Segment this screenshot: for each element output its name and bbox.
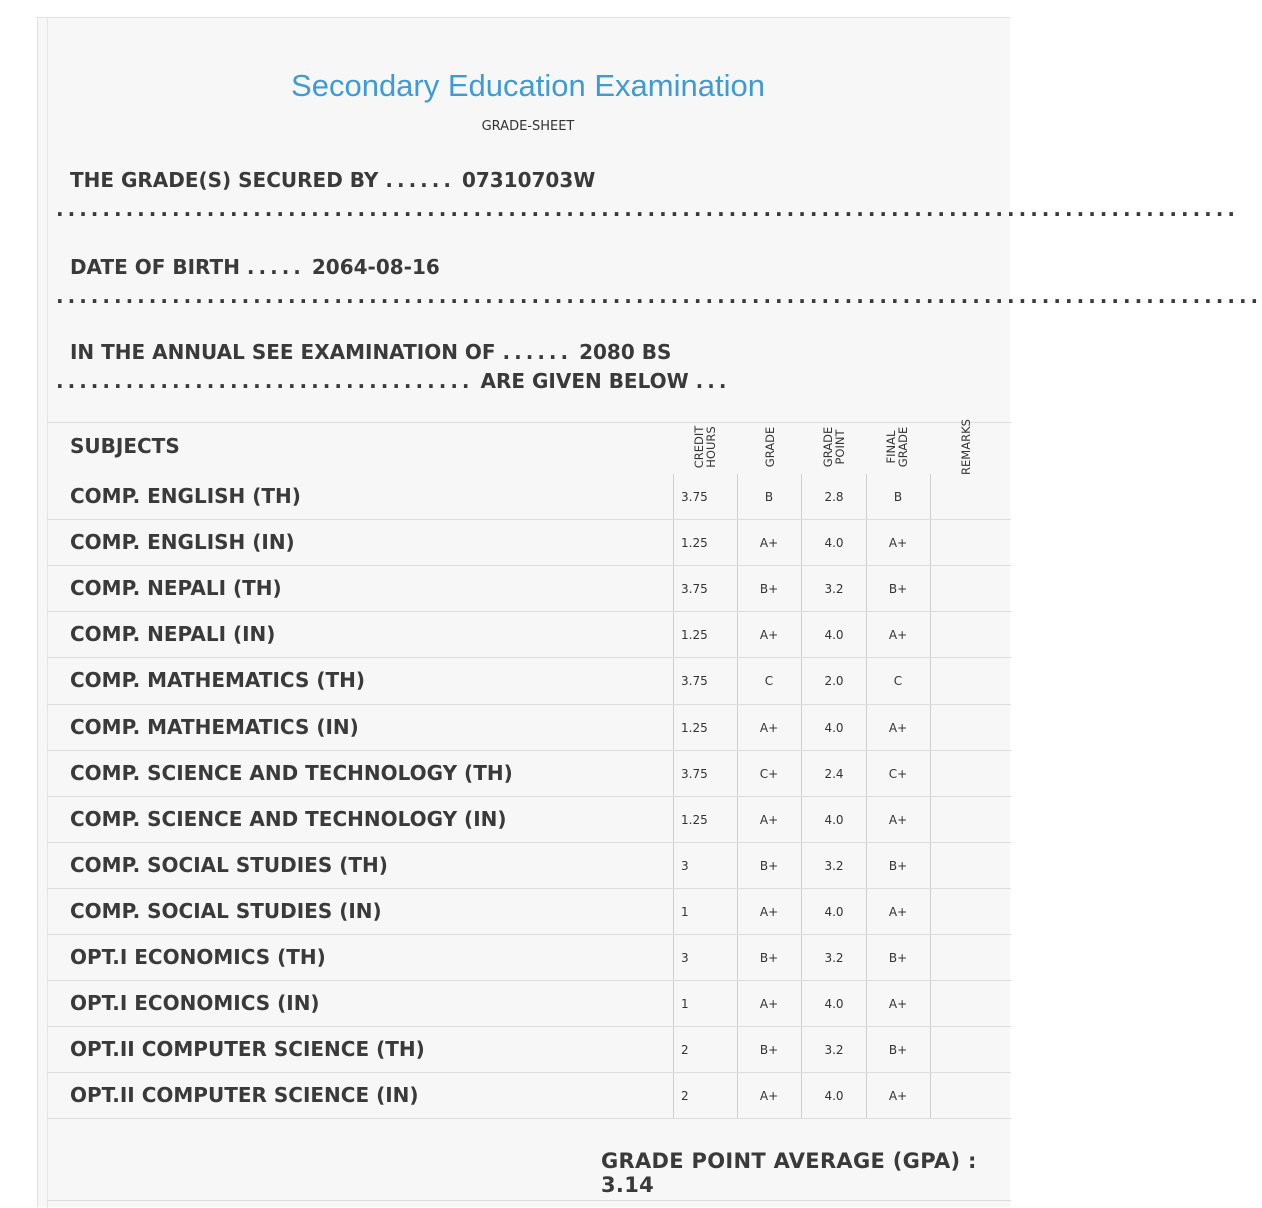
final-grade-cell: B+: [888, 951, 908, 965]
exam-label: IN THE ANNUAL SEE EXAMINATION OF: [69, 340, 496, 364]
grade-point-cell: 3.2: [824, 1043, 844, 1058]
final-grade-cell: A+: [888, 720, 908, 735]
subject-name: COMP. SOCIAL STUDIES (IN): [70, 898, 382, 923]
credit-hours-cell: 1.25: [681, 536, 708, 551]
grade-point-cell: 3.2: [824, 951, 844, 965]
column-divider: [737, 474, 738, 1119]
grade-cell: A+: [759, 997, 779, 1012]
gpa-line: [601, 1149, 1010, 1197]
given-below-text: ARE GIVEN BELOW: [480, 369, 689, 393]
grade-cell: A+: [759, 536, 779, 551]
final-grade-cell: C+: [888, 766, 908, 781]
grade-cell: A+: [759, 904, 779, 919]
grade-point-cell: 2.4: [824, 766, 844, 781]
dob-line: DATE OF BIRTH ..... 2064-08-16 ........................................................................................................: [56, 255, 1262, 308]
final-grade-cell: A+: [888, 536, 908, 551]
grade-cell: B: [764, 490, 774, 504]
grade-point-cell: 4.0: [824, 628, 844, 643]
column-divider: [801, 474, 802, 1119]
gpa-label: GRADE POINT AVERAGE (GPA) :: [601, 1149, 977, 1173]
row-divider: [47, 1072, 1011, 1073]
subject-name: COMP. ENGLISH (IN): [70, 530, 295, 555]
row-divider: [47, 704, 1011, 705]
column-divider: [930, 474, 931, 1119]
grade-point-cell: 2.0: [824, 674, 844, 689]
final-grade-cell: C: [893, 674, 903, 689]
date-of-birth: 2064-08-16: [311, 255, 440, 279]
row-divider: [47, 796, 1011, 797]
row-divider: [47, 1118, 1011, 1119]
grade-point-cell: 3.2: [824, 858, 844, 873]
row-divider: [47, 980, 1011, 981]
row-divider: [47, 1026, 1011, 1027]
grade-cell: B+: [759, 951, 779, 965]
final-grade-cell: A+: [888, 997, 908, 1012]
dob-label: DATE OF BIRTH: [69, 255, 240, 279]
final-grade-header: FINAL GRADE: [884, 426, 910, 468]
grade-point-header: GRADE POINT: [821, 426, 847, 468]
final-grade-cell: B+: [888, 1043, 908, 1058]
subject-name: COMP. MATHEMATICS (IN): [70, 714, 359, 739]
row-divider: [47, 519, 1011, 520]
credit-hours-cell: 3: [681, 858, 689, 873]
grade-cell: B+: [759, 582, 779, 597]
grade-point-cell: 2.8: [824, 490, 844, 504]
row-divider: [47, 842, 1011, 843]
credit-hours-cell: 3.75: [681, 582, 708, 597]
credit-hours-cell: 3.75: [681, 490, 708, 504]
subject-name: OPT.II COMPUTER SCIENCE (TH): [70, 1037, 425, 1062]
row-divider: [47, 565, 1011, 566]
left-border-line: [47, 18, 48, 1208]
subject-name: COMP. MATHEMATICS (TH): [70, 668, 365, 693]
final-grade-cell: A+: [888, 812, 908, 827]
row-divider: [47, 888, 1011, 889]
secured-by-line: THE GRADE(S) SECURED BY ...... 07310703W ......................................................................................................: [56, 168, 1239, 221]
grade-point-cell: 3.2: [824, 582, 844, 597]
remarks-header: REMARKS: [959, 419, 973, 475]
grade-point-cell: 4.0: [824, 812, 844, 827]
subject-name: OPT.I ECONOMICS (TH): [70, 945, 326, 969]
final-grade-cell: B+: [888, 582, 908, 597]
grade-point-cell: 4.0: [824, 720, 844, 735]
row-divider: [47, 657, 1011, 658]
credit-hours-cell: 3: [681, 951, 689, 965]
credit-hours-cell: 1: [681, 904, 689, 919]
row-divider: [47, 750, 1011, 751]
credit-hours-cell: 1: [681, 997, 689, 1012]
gpa-value: 3.14: [601, 1173, 655, 1197]
exam-year: 2080 BS: [579, 340, 672, 364]
grade-header: GRADE: [763, 426, 777, 468]
subject-name: COMP. NEPALI (TH): [70, 576, 282, 601]
grade-cell: A+: [759, 812, 779, 827]
subject-name: COMP. SCIENCE AND TECHNOLOGY (IN): [70, 806, 507, 831]
credit-hours-cell: 3.75: [681, 674, 708, 689]
credit-hours-header: CREDIT HOURS: [692, 425, 718, 469]
grade-point-cell: 4.0: [824, 1089, 844, 1104]
row-divider: [47, 611, 1011, 612]
table-top-line: [47, 422, 1011, 423]
subject-name: OPT.II COMPUTER SCIENCE (IN): [70, 1083, 419, 1108]
secured-by-label: THE GRADE(S) SECURED BY: [69, 168, 379, 192]
grade-cell: C: [764, 674, 774, 689]
grade-sheet: [37, 17, 1262, 1207]
final-grade-cell: A+: [888, 904, 908, 919]
grade-cell: C+: [759, 766, 779, 781]
subject-name: COMP. NEPALI (IN): [70, 622, 276, 647]
row-divider: [47, 934, 1011, 935]
exam-line: IN THE ANNUAL SEE EXAMINATION OF ...... 2080 BS .................................... ARE GIVEN BELOW ...: [56, 340, 731, 393]
symbol-number: 07310703W: [461, 168, 596, 192]
grade-sheet-subtitle: GRADE-SHEET: [481, 119, 575, 134]
final-grade-cell: B: [893, 490, 903, 504]
credit-hours-cell: 1.25: [681, 812, 708, 827]
grade-cell: B+: [759, 1043, 779, 1058]
grade-cell: A+: [759, 720, 779, 735]
subject-name: OPT.I ECONOMICS (IN): [70, 991, 320, 1016]
subjects-header: SUBJECTS: [70, 434, 180, 458]
credit-hours-cell: 1.25: [681, 628, 708, 643]
credit-hours-cell: 2: [681, 1043, 689, 1058]
credit-hours-cell: 3.75: [681, 766, 708, 781]
exam-title: Secondary Education Examination: [291, 68, 765, 103]
final-grade-cell: B+: [888, 858, 908, 873]
bottom-line: [47, 1200, 1011, 1201]
grade-cell: B+: [759, 858, 779, 873]
column-divider: [866, 474, 867, 1119]
grade-point-cell: 4.0: [824, 997, 844, 1012]
grade-cell: A+: [759, 628, 779, 643]
final-grade-cell: A+: [888, 628, 908, 643]
subject-name: COMP. SCIENCE AND TECHNOLOGY (TH): [70, 760, 513, 785]
subject-name: COMP. ENGLISH (TH): [70, 484, 301, 508]
grade-point-cell: 4.0: [824, 904, 844, 919]
column-divider: [673, 474, 674, 1119]
subject-name: COMP. SOCIAL STUDIES (TH): [70, 852, 388, 877]
grade-point-cell: 4.0: [824, 536, 844, 551]
grade-cell: A+: [759, 1089, 779, 1104]
credit-hours-cell: 2: [681, 1089, 689, 1104]
final-grade-cell: A+: [888, 1089, 908, 1104]
credit-hours-cell: 1.25: [681, 720, 708, 735]
